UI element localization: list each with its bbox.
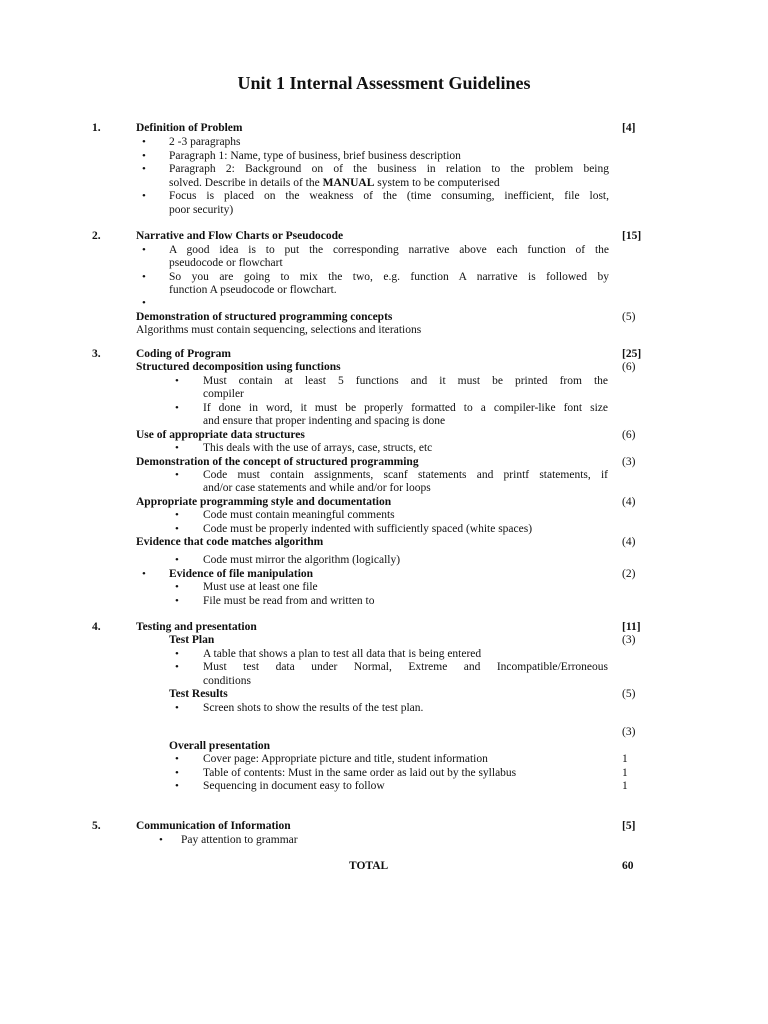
bullet-icon: •	[175, 648, 179, 660]
bullet-icon: •	[175, 509, 179, 521]
subsection-mark: (4)	[622, 536, 636, 548]
section-number: 4.	[92, 621, 101, 633]
bullet-text: 2 -3 paragraphs	[169, 136, 241, 148]
section-number: 3.	[92, 348, 101, 360]
section-heading: Definition of Problem	[136, 122, 243, 134]
list-item	[0, 595, 768, 609]
document-title: Unit 1 Internal Assessment Guidelines	[237, 73, 531, 93]
list-item	[0, 469, 768, 483]
list-item-continued	[0, 482, 768, 496]
total-value: 60	[622, 860, 634, 872]
subsection-header	[0, 496, 768, 510]
section-mark: [11]	[622, 621, 641, 633]
subsection-mark: (6)	[622, 429, 636, 441]
section-3-header	[0, 348, 768, 362]
list-item-continued	[0, 257, 768, 271]
subsection-heading: Structured decomposition using functions	[136, 361, 341, 373]
bullet-text: Table of contents: Must in the same order as laid out by the syllabus	[203, 767, 517, 779]
list-item-continued	[0, 388, 768, 402]
bullet-text: Must test data under Normal, Extreme and Incompatible/Erroneous	[203, 661, 608, 673]
bullet-text: poor security)	[169, 204, 234, 216]
bullet-text: Paragraph 2: Background on of the business in relation to the problem being	[169, 163, 609, 175]
bullet-icon: •	[175, 402, 179, 414]
list-item	[0, 509, 768, 523]
bullet-icon: •	[142, 163, 146, 175]
bullet-text: A good idea is to put the corresponding narrative above each function of the	[169, 244, 609, 256]
bullet-text: A table that shows a plan to test all data that is being entered	[203, 648, 482, 660]
list-item	[0, 648, 768, 662]
bullet-text: and ensure that proper indenting and spacing is done	[203, 415, 446, 427]
subsection-mark: (3)	[622, 456, 636, 468]
bullet-icon: •	[175, 581, 179, 593]
subsection-heading: Test Plan	[169, 634, 215, 646]
section-5-header	[0, 820, 768, 834]
list-item-continued	[0, 204, 768, 218]
section-1-header	[0, 122, 768, 136]
section-heading: Narrative and Flow Charts or Pseudocode	[136, 230, 344, 242]
section-mark: [15]	[622, 230, 642, 242]
bullet-icon: •	[175, 523, 179, 535]
bullet-text: Code must be properly indented with sufficiently spaced (white spaces)	[203, 523, 533, 535]
subsection-mark: (3)	[622, 726, 636, 738]
bullet-text: Focus is placed on the weakness of the (time consuming, inefficient, file lost,	[169, 190, 609, 202]
list-item	[0, 271, 768, 285]
subsection-header	[0, 429, 768, 443]
bullet-icon: •	[175, 780, 179, 792]
bullet-text: system to be computerised	[374, 177, 500, 189]
section-2-header	[0, 230, 768, 244]
bullet-text: Code must contain meaningful comments	[203, 509, 395, 521]
bullet-icon: •	[142, 136, 146, 148]
list-item	[0, 554, 768, 568]
bullet-text: compiler	[203, 388, 244, 400]
bullet-icon: •	[142, 271, 146, 283]
subsection-text	[0, 324, 768, 338]
list-item	[0, 767, 768, 781]
subsection-mark: (6)	[622, 361, 636, 373]
bullet-text: This deals with the use of arrays, case, structs, etc	[203, 442, 433, 454]
subsection-header	[0, 634, 768, 648]
total-label: TOTAL	[349, 860, 389, 872]
bullet-text: Code must mirror the algorithm (logically)	[203, 554, 401, 566]
item-mark: 1	[622, 780, 628, 792]
subsection-mark: (5)	[622, 311, 636, 323]
subsection-heading: Evidence of file manipulation	[169, 568, 314, 580]
list-item	[0, 442, 768, 456]
total-row	[0, 860, 768, 874]
subsection-mark-row	[0, 726, 768, 740]
subsection-heading: Overall presentation	[169, 740, 271, 752]
list-item	[0, 402, 768, 416]
list-item	[0, 136, 768, 150]
bullet-text: Cover page: Appropriate picture and title, student information	[203, 753, 488, 765]
list-item-continued	[0, 415, 768, 429]
section-number: 2.	[92, 230, 101, 242]
section-mark: [5]	[622, 820, 636, 832]
list-item	[0, 244, 768, 258]
subsection-header	[0, 361, 768, 375]
bullet-icon: •	[159, 834, 163, 846]
section-heading: Testing and presentation	[136, 621, 257, 633]
list-item	[0, 523, 768, 537]
list-item-continued	[0, 177, 768, 191]
bullet-text: Screen shots to show the results of the test plan.	[203, 702, 424, 714]
section-number: 5.	[92, 820, 101, 832]
subsection-mark: (4)	[622, 496, 636, 508]
subsection-header	[0, 568, 768, 582]
bullet-icon: •	[142, 150, 146, 162]
list-item-empty	[0, 297, 768, 311]
subsection-heading: Demonstration of structured programming concepts	[136, 311, 393, 323]
bullet-icon: •	[175, 702, 179, 714]
section-mark: [25]	[622, 348, 642, 360]
section-heading: Communication of Information	[136, 820, 291, 832]
bullet-text: pseudocode or flowchart	[169, 257, 283, 269]
subsection-header	[0, 536, 768, 550]
subsection-heading: Use of appropriate data structures	[136, 429, 305, 441]
bullet-icon: •	[175, 595, 179, 607]
bullet-text: conditions	[203, 675, 251, 687]
section-4-header	[0, 621, 768, 635]
subsection-header	[0, 740, 768, 754]
subsection-heading: Demonstration of the concept of structured programming	[136, 456, 419, 468]
subsection-heading: Test Results	[169, 688, 228, 700]
list-item	[0, 834, 768, 848]
bullet-text: If done in word, it must be properly formatted to a compiler-like font size	[203, 402, 608, 414]
subsection-mark: (5)	[622, 688, 636, 700]
body-text: Algorithms must contain sequencing, selections and iterations	[136, 324, 422, 336]
list-item	[0, 780, 768, 794]
list-item	[0, 150, 768, 164]
bullet-text: Sequencing in document easy to follow	[203, 780, 385, 792]
bullet-icon: •	[142, 190, 146, 202]
list-item-continued	[0, 675, 768, 689]
list-item	[0, 190, 768, 204]
subsection-mark: (2)	[622, 568, 636, 580]
bullet-icon: •	[175, 469, 179, 481]
bullet-icon: •	[175, 442, 179, 454]
bullet-icon: •	[142, 297, 146, 309]
bullet-text: Paragraph 1: Name, type of business, brief business description	[169, 150, 461, 162]
bullet-text: Must contain at least 5 functions and it must be printed from the	[203, 375, 608, 387]
subsection-mark: (3)	[622, 634, 636, 646]
section-heading: Coding of Program	[136, 348, 231, 360]
item-mark: 1	[622, 753, 628, 765]
list-item	[0, 753, 768, 767]
bullet-icon: •	[142, 568, 146, 580]
subsection-header	[0, 311, 768, 325]
bullet-text: solved. Describe in details of the	[169, 177, 323, 189]
bullet-text: function A pseudocode or flowchart.	[169, 284, 337, 296]
bullet-text: Must use at least one file	[203, 581, 318, 593]
bullet-text: and/or case statements and while and/or for loops	[203, 482, 431, 494]
subsection-header	[0, 456, 768, 470]
list-item	[0, 581, 768, 595]
bullet-icon: •	[175, 753, 179, 765]
bullet-text: So you are going to mix the two, e.g. function A narrative is followed by	[169, 271, 609, 283]
list-item	[0, 661, 768, 675]
item-mark: 1	[622, 767, 628, 779]
emphasis-text: MANUAL	[322, 177, 375, 189]
bullet-icon: •	[175, 375, 179, 387]
bullet-icon: •	[175, 661, 179, 673]
section-number: 1.	[92, 122, 101, 134]
bullet-icon: •	[175, 554, 179, 566]
bullet-icon: •	[175, 767, 179, 779]
bullet-text: File must be read from and written to	[203, 595, 375, 607]
subsection-header	[0, 688, 768, 702]
bullet-text: Code must contain assignments, scanf statements and printf statements, if	[203, 469, 608, 481]
bullet-text: Pay attention to grammar	[181, 834, 298, 846]
bullet-icon: •	[142, 244, 146, 256]
subsection-heading: Evidence that code matches algorithm	[136, 536, 324, 548]
list-item	[0, 702, 768, 716]
list-item	[0, 163, 768, 177]
list-item	[0, 375, 768, 389]
section-mark: [4]	[622, 122, 636, 134]
subsection-heading: Appropriate programming style and documentation	[136, 496, 392, 508]
list-item-continued	[0, 284, 768, 298]
